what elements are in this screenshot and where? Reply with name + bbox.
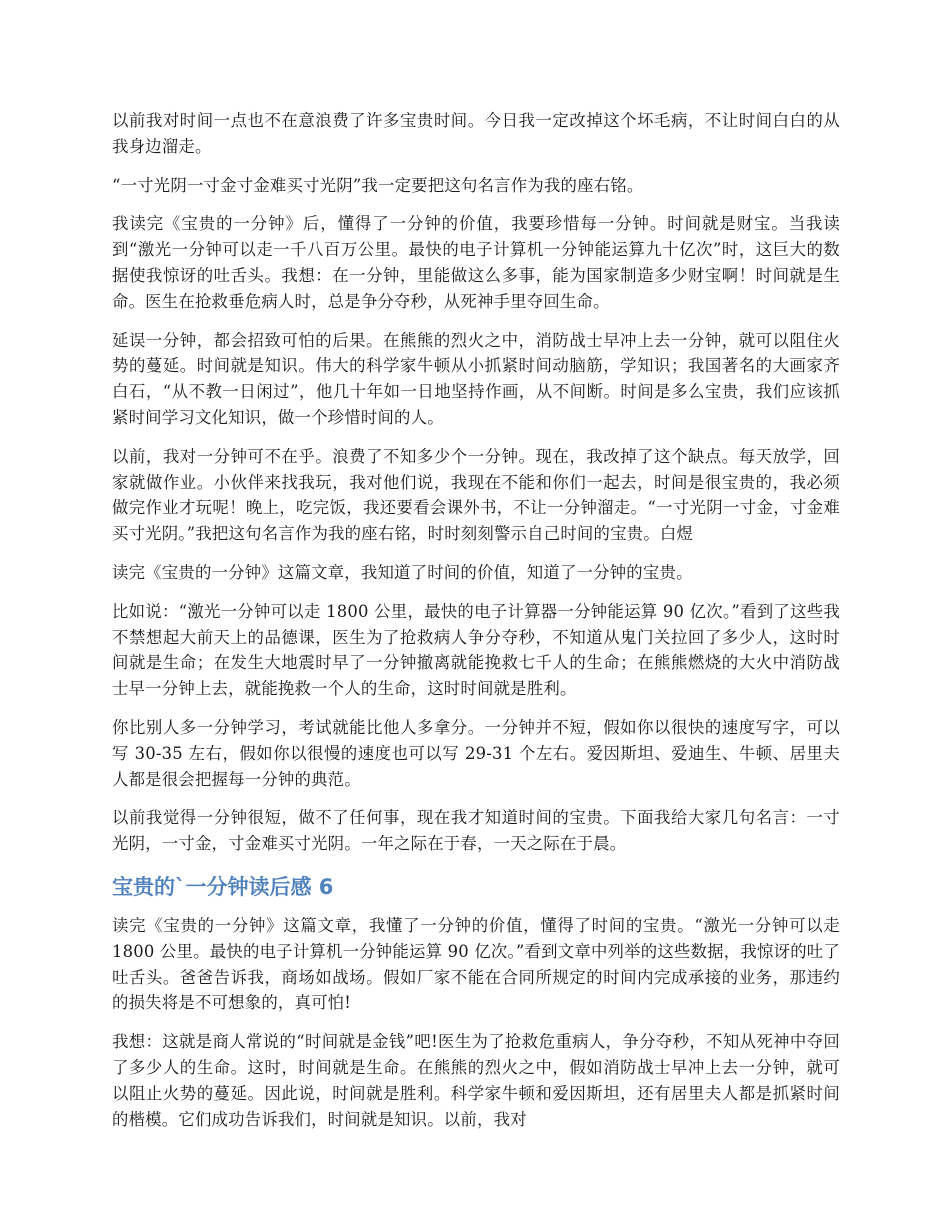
paragraph: 延误一分钟，都会招致可怕的后果。在熊熊的烈火之中，消防战士早冲上去一分钟，就可以阻住火势的蔓延。时间就是知识。伟大的科学家牛顿从小抓紧时间动脑筋，学知识；我国著名的大画家齐白石，“从不教一日闲过”，他几十年如一日地坚持作画，从不间断。时间是多么宝贵，我们应该抓紧时间学习文化知识，做一个珍惜时间的人。 xyxy=(112,330,840,427)
paragraph: 比如说：“激光一分钟可以走 1800 公里，最快的电子计算器一分钟能运算 90 亿次。”看到了这些我不禁想起大前天上的品德课，医生为了抢救病人争分夺秒，不知道从鬼门关拉回了多少人，这时时间就是生命；在发生大地震时早了一分钟撤离就能挽救七千人的生命；在熊熊燃烧的大火中消防战士早一分钟上去，就能挽救一个人的生命，这时时间就是胜利。 xyxy=(112,601,840,699)
document-page xyxy=(112,108,840,1145)
paragraph: 以前我对时间一点也不在意浪费了许多宝贵时间。今日我一定改掉这个坏毛病，不让时间白白的从我身边溜走。 xyxy=(112,111,840,156)
paragraph: 我想：这就是商人常说的“时间就是金钱”吧!医生为了抢救危重病人，争分夺秒，不知从死神中夺回了多少人的生命。这时，时间就是生命。在熊熊的烈火之中，假如消防战士早冲上去一分钟，就可以阻止火势的蔓延。因此说，时间就是胜利。科学家牛顿和爱因斯坦，还有居里夫人都是抓紧时间的楷模。它们成功告诉我们，时间就是知识。以前，我对 xyxy=(112,1032,840,1129)
paragraph: 以前，我对一分钟可不在乎。浪费了不知多少个一分钟。现在，我改掉了这个缺点。每天放学，回家就做作业。小伙伴来找我玩，我对他们说，我现在不能和你们一起去，时间是很宝贵的，我必须做完作业才玩呢！晚上，吃完饭，我还要看会课外书，不让一分钟溜走。“一寸光阴一寸金，寸金难买寸光阴。”我把这句名言作为我的座右铭，时时刻刻警示自己时间的宝贵。白煜 xyxy=(112,446,840,544)
paragraph: 读完《宝贵的一分钟》这篇文章，我知道了时间的价值，知道了一分钟的宝贵。 xyxy=(112,562,693,582)
paragraph: “一寸光阴一寸金寸金难买寸光阴”我一定要把这句名言作为我的座右铭。 xyxy=(112,175,644,195)
paragraph: 以前我觉得一分钟很短，做不了任何事，现在我才知道时间的宝贵。下面我给大家几句名言：一寸光阴，一寸金，寸金难买寸光阴。一年之际在于春，一天之际在于晨。 xyxy=(112,808,840,854)
paragraph: 读完《宝贵的一分钟》这篇文章，我懂了一分钟的价值，懂得了时间的宝贵。“激光一分钟可以走 1800 公里。最快的电子计算机一分钟能运算 90 亿次。”看到文章中列举的这些数据，我惊讶的吐了吐舌头。爸爸告诉我，商场如战场。假如厂家不能在合同所规定的时间内完成承接的业务，那违约的损失将是不可想象的，真可怕! xyxy=(112,915,840,1013)
paragraph: 我读完《宝贵的一分钟》后，懂得了一分钟的价值，我要珍惜每一分钟。时间就是财宝。当我读到“激光一分钟可以走一千八百万公里。最快的电子计算机一分钟能运算九十亿次”时，这巨大的数据使我惊讶的吐舌头。我想：在一分钟，里能做这么多事，能为国家制造多少财宝啊！时间就是生命。医生在抢救垂危病人时，总是争分夺秒，从死神手里夺回生命。 xyxy=(112,214,840,311)
paragraph: 你比别人多一分钟学习，考试就能比他人多拿分。一分钟并不短，假如你以很快的速度写字，可以写 30-35 左右，假如你以很慢的速度也可以写 29-31 个左右。爱因斯坦、爱迪生、牛顿、居里夫人都是很会把握每一分钟的典范。 xyxy=(112,717,840,789)
section-heading: 宝贵的`一分钟读后感 6 xyxy=(112,874,334,899)
